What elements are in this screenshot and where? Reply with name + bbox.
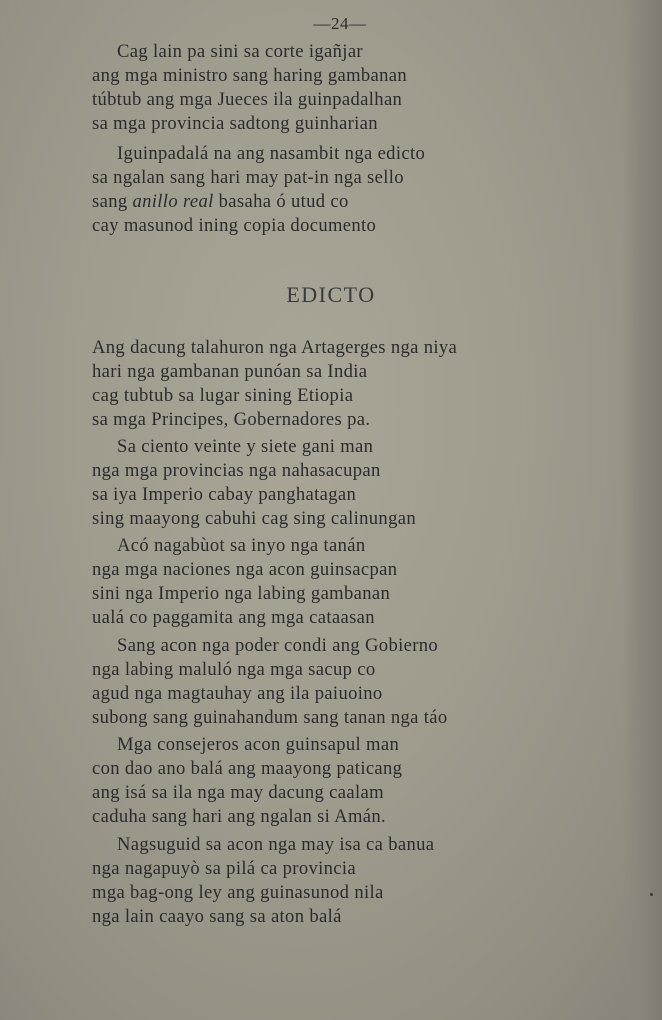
text-line: nga labing maluló nga mga sacup co <box>92 659 376 680</box>
text-line: nga nagapuyò sa pilá ca provincia <box>92 858 357 879</box>
text-line: mga bag-ong ley ang guinasunod nila <box>92 882 384 903</box>
section-heading: EDICTO <box>286 282 376 307</box>
text-line: nga mga provincias nga nahasacupan <box>92 460 381 481</box>
text-line: ang mga ministro sang haring gambanan <box>92 65 408 86</box>
text-line: Cag lain pa sini sa corte igañjar <box>117 41 363 62</box>
text-line: hari nga gambanan punóan sa India <box>92 361 368 382</box>
text-line-with-italic <box>92 190 349 214</box>
text-line: nga mga naciones nga acon guinsacpan <box>92 559 398 580</box>
page-number: —24— <box>313 14 367 33</box>
text-segment: sang <box>92 191 133 212</box>
text-line: cag tubtub sa lugar sining Etiopia <box>92 385 354 406</box>
text-line: caduha sang hari ang ngalan si Amán. <box>92 806 387 827</box>
text-segment: basaha ó utud co <box>213 191 349 212</box>
text-line: sa mga Principes, Gobernadores pa. <box>92 409 371 430</box>
ink-speck <box>650 893 653 896</box>
text-line: Nagsuguid sa acon nga may isa ca banua <box>117 834 435 855</box>
text-line: Mga consejeros acon guinsapul man <box>117 734 400 755</box>
text-line: sa iya Imperio cabay panghatagan <box>92 484 357 505</box>
text-line: ualá co paggamita ang mga cataasan <box>92 607 375 628</box>
text-line: Sang acon nga poder condi ang Gobierno <box>117 635 439 656</box>
text-line: sa mga provincia sadtong guinharian <box>92 113 378 134</box>
page-edge-shadow <box>622 0 662 1020</box>
text-line: Sa ciento veinte y siete gani man <box>117 436 374 457</box>
text-line: sa ngalan sang hari may pat-in nga sello <box>92 167 404 188</box>
text-line: agud nga magtauhay ang ila paiuoino <box>92 683 383 704</box>
text-line: con dao ano balá ang maayong paticang <box>92 758 403 779</box>
text-line: sing maayong cabuhi cag sing calinungan <box>92 508 416 529</box>
text-line: Ang dacung talahuron nga Artagerges nga niya <box>92 337 458 358</box>
text-line: cay masunod ining copia documento <box>92 215 377 236</box>
text-line: subong sang guinahandum sang tanan nga táo <box>92 707 448 728</box>
text-line: ang isá sa ila nga may dacung caalam <box>92 782 384 803</box>
text-line: túbtub ang mga Jueces ila guinpadalhan <box>92 89 403 110</box>
italic-term: anillo real <box>132 191 214 212</box>
text-line: sini nga Imperio nga labing gambanan <box>92 583 391 604</box>
text-line: nga lain caayo sang sa aton balá <box>92 906 342 927</box>
text-line: Iguinpadalá na ang nasambit nga edicto <box>117 143 426 164</box>
text-line: Acó nagabùot sa inyo nga tanán <box>117 535 366 556</box>
